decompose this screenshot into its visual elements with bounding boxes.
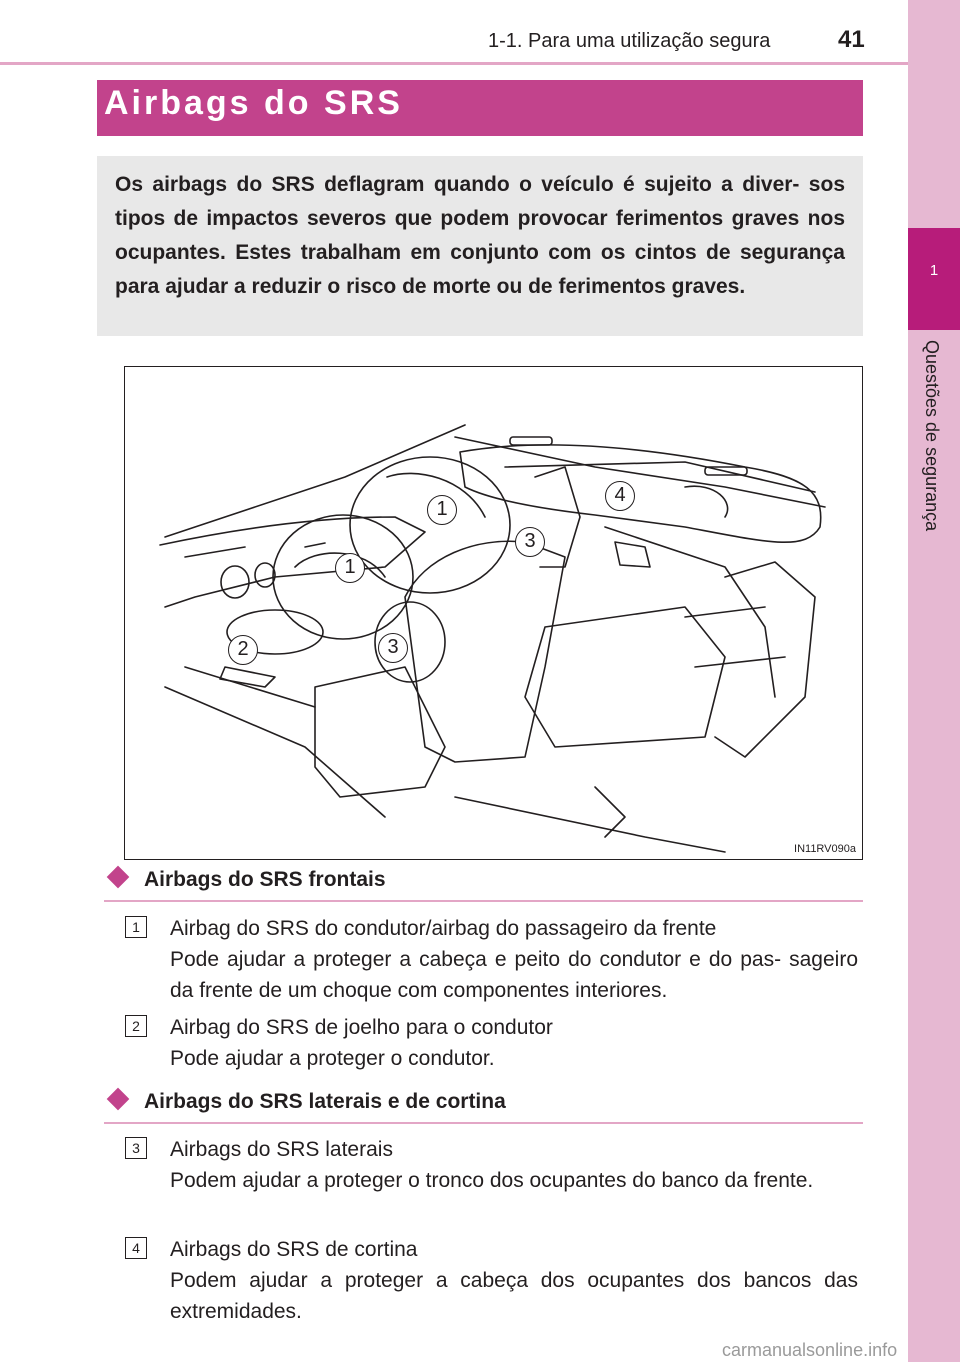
- subheading-divider: [104, 1122, 863, 1124]
- watermark: carmanualsonline.info: [722, 1340, 898, 1360]
- callout-3-side-right: 3: [515, 527, 545, 557]
- list-item: [125, 1234, 858, 1327]
- callout-1-front-driver: 1: [335, 553, 365, 583]
- item-description: Podem ajudar a proteger o tronco dos ocupantes do banco da frente.: [170, 1169, 814, 1192]
- chapter-tab-label: Questões de segurança: [922, 340, 942, 532]
- section-path: 1-1. Para uma utilização segura: [488, 30, 771, 52]
- item-number: 3: [125, 1137, 147, 1159]
- page-title: Airbags do SRS: [104, 84, 403, 122]
- figure-code: IN11RV090a: [794, 843, 856, 855]
- list-item: [125, 1134, 858, 1196]
- chapter-side-band: [908, 0, 960, 1362]
- chapter-tab-number: 1: [929, 262, 939, 279]
- item-title: Airbag do SRS do condutor/airbag do passageiro da frente: [170, 917, 717, 940]
- item-title: Airbags do SRS de cortina: [170, 1238, 418, 1261]
- item-description: Podem ajudar a proteger a cabeça dos ocupantes dos bancos das extremidades.: [170, 1269, 858, 1323]
- list-item: [125, 913, 858, 1006]
- airbag-illustration: [124, 366, 863, 860]
- callout-4-curtain: 4: [605, 481, 635, 511]
- item-number: 4: [125, 1237, 147, 1259]
- item-title: Airbags do SRS laterais: [170, 1138, 393, 1161]
- item-number: 1: [125, 916, 147, 938]
- item-description: Pode ajudar a proteger a cabeça e peito do condutor e do pas- sageiro da frente de um choque com componentes interiores.: [170, 948, 858, 1002]
- subheading-side-curtain-text: Airbags do SRS laterais e de cortina: [144, 1090, 506, 1113]
- subheading-frontal: [104, 868, 386, 892]
- diamond-bullet-icon: [107, 866, 130, 889]
- subheading-side-curtain: [104, 1090, 506, 1114]
- intro-text: Os airbags do SRS deflagram quando o veículo é sujeito a diver- sos tipos de impactos severos que podem provocar ferimentos graves nos ocupantes. Estes trabalham em conjunto com os cintos de segurança para ajudar a reduzir o risco de morte ou de ferimentos graves.: [115, 173, 845, 298]
- intro-box: [97, 156, 863, 336]
- callout-2-knee: 2: [228, 635, 258, 665]
- page-number: 41: [838, 26, 865, 53]
- subheading-divider: [104, 900, 863, 902]
- item-number: 2: [125, 1015, 147, 1037]
- callout-1-front-passenger: 1: [427, 495, 457, 525]
- header-divider: [0, 62, 908, 65]
- diamond-bullet-icon: [107, 1088, 130, 1111]
- item-description: Pode ajudar a proteger o condutor.: [170, 1047, 495, 1070]
- item-title: Airbag do SRS de joelho para o condutor: [170, 1016, 553, 1039]
- callout-3-side-left: 3: [378, 633, 408, 663]
- subheading-frontal-text: Airbags do SRS frontais: [144, 868, 386, 891]
- chapter-tab: [908, 228, 960, 330]
- car-interior-drawing: [125, 367, 862, 859]
- list-item: [125, 1012, 858, 1074]
